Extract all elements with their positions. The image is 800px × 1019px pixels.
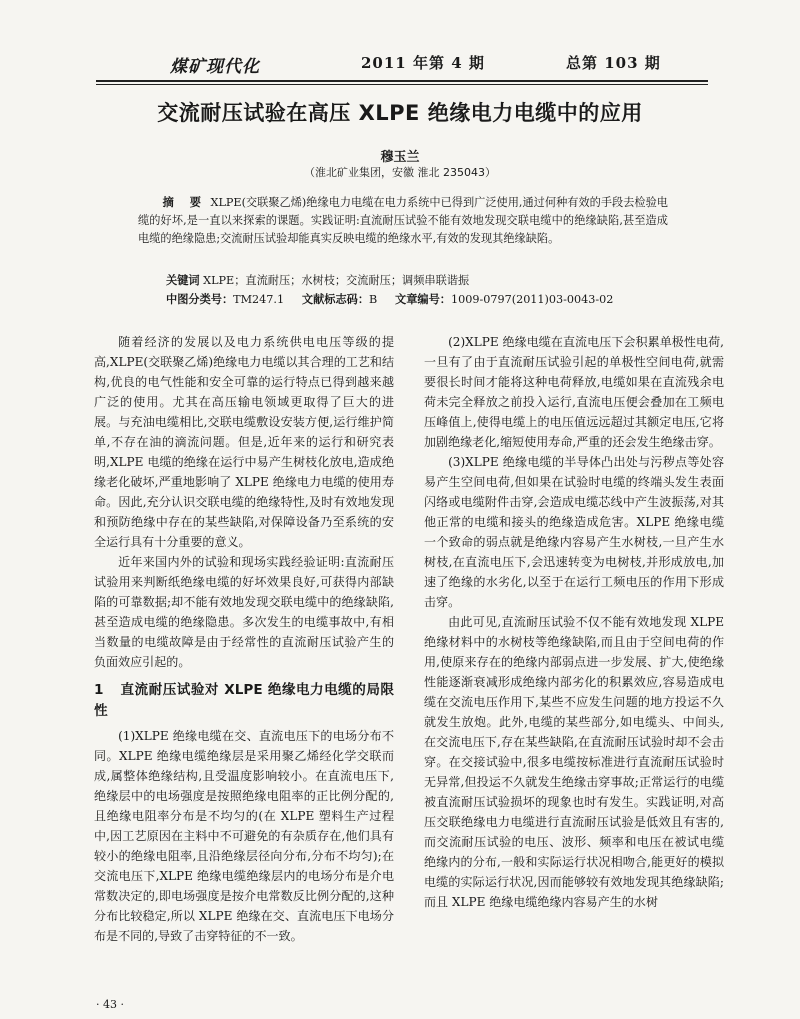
article-number-label: 文章编号： <box>395 293 451 306</box>
classification-line <box>166 291 613 307</box>
running-header <box>0 52 800 77</box>
abstract-label: 摘 要 <box>162 196 207 209</box>
header-rule <box>96 80 708 82</box>
author-name: 穆玉兰 <box>380 150 420 165</box>
article-number-value: 1009-0797(2011)03-0043-02 <box>450 293 614 306</box>
body-paragraph: 随着经济的发展以及电力系统供电电压等级的提高,XLPE(交联聚乙烯)绝缘电力电缆以其合理的工艺和结构,优良的电气性能和安全可靠的运行特点已得到越来越广泛的使用。尤其在高压输电领域更取得了巨大的进展。与充油电缆相比,交联电缆敷设安装方便,运行维护简单,不存在油的滴流问题。但是,近年来的运行和研究表明,XLPE 电缆的绝缘在运行中易产生树枝化放电,造成绝缘老化破坏,严重地影响了 XLPE 绝缘电力电缆的使用寿命。因此,充分认识交联电缆的绝缘特性,及时有效地发现和预防绝缘中存在的某些缺陷,对保障设备乃至系统的安全运行具有十分重要的意义。 <box>94 335 394 549</box>
doc-code-value: B <box>369 293 378 306</box>
header-rule-thin <box>96 84 708 85</box>
body-paragraph: (2)XLPE 绝缘电缆在直流电压下会积累单极性电荷,一旦有了由于直流耐压试验引起的单极性空间电荷,就需要很长时间才能将这种电荷释放,电缆如果在直流残余电荷未完全释放之前投入运行,直流电压便会叠加在工频电压峰值上,使得电缆上的电压值远远超过其额定电压,它将加剧绝缘老化,缩短使用寿命,严重的还会发生绝缘击穿。 <box>424 335 724 449</box>
author-affiliation: （淮北矿业集团，安徽 淮北 235043） <box>304 166 496 179</box>
abstract-text: XLPE(交联聚乙烯)绝缘电力电缆在电力系统中已得到广泛使用,通过何种有效的手段去检验电缆的好坏,是一直以来探索的课题。实践证明:直流耐压试验不能有效地发现交联电缆中的绝缘缺陷,甚至造成电缆的绝缘隐患;交流耐压试验却能真实反映电缆的绝缘水平,有效的发现其绝缘缺陷。 <box>138 196 668 245</box>
body-paragraph: 近年来国内外的试验和现场实践经验证明:直流耐压试验用来判断纸绝缘电缆的好坏效果良好,可获得内部缺陷的可靠数据;却不能有效地发现交联电缆中的绝缘缺陷,甚至造成电缆的绝缘隐患。多次发生的电缆事故中,有相当数量的电缆故障是由于经常性的直流耐压试验产生的负面效应引起的。 <box>94 555 394 669</box>
body-paragraph: (1)XLPE 绝缘电缆在交、直流电压下的电场分布不同。XLPE 绝缘电缆绝缘层是采用聚乙烯经化学交联而成,属整体绝缘结构,且受温度影响较小。在直流电压下,绝缘层中的电场强度是按照绝缘电阻率的正比例分配的,且绝缘电阻率分布是不均匀的(在 XLPE 塑料生产过程中,因工艺原因在主料中不可避免的有杂质存在,他们具有较小的绝缘电阻率,且沿绝缘层径向分布,分布不均匀);在交流电压下,XLPE 绝缘电缆绝缘层内的电场分布是介电常数决定的,即电场强度是按介电常数反比例分配的,这种分布比较稳定,所以 XLPE 绝缘在交、直流电压下电场分布是不同的,导致了击穿特征的不一致。 <box>94 729 394 943</box>
keywords-label: 关键词 <box>166 274 200 287</box>
body-paragraph: (3)XLPE 绝缘电缆的半导体凸出处与污秽点等处容易产生空间电荷,但如果在试验时电缆的终端头发生表面闪络或电缆附件击穿,会造成电缆芯线中产生波振荡,对其他正常的电缆和接头的绝缘造成危害。XLPE 绝缘电缆一个致命的弱点就是绝缘内容易产生水树枝,一旦产生水树枝,在直流电压下,会迅速转变为电树枝,并形成放电,加速了绝缘的水劣化,以至于在运行工频电压的作用下形成击穿。 <box>424 455 724 609</box>
keywords-text: XLPE；直流耐压；水树枝；交流耐压；调频串联谐振 <box>203 274 470 287</box>
right-column <box>424 332 724 912</box>
clc-label: 中图分类号： <box>166 293 234 306</box>
abstract <box>138 194 668 248</box>
journal-name: 煤矿现代化 <box>170 57 260 77</box>
doc-code-label: 文献标志码： <box>301 293 370 306</box>
page-number: · 43 · <box>96 998 124 1011</box>
clc-value: TM247.1 <box>233 293 285 306</box>
total-issue-label: 总第 103 期 <box>566 54 661 72</box>
article-title: 交流耐压试验在高压 XLPE 绝缘电力电缆中的应用 <box>157 101 643 125</box>
left-column <box>94 332 394 946</box>
section-title: 直流耐压试验对 XLPE 绝缘电力电缆的局限性 <box>94 682 394 719</box>
keywords <box>166 272 469 288</box>
issue-label: 2011 年第 4 期 <box>361 54 485 72</box>
section-number: 1 <box>94 682 104 698</box>
body-paragraph: 由此可见,直流耐压试验不仅不能有效地发现 XLPE 绝缘材料中的水树枝等绝缘缺陷,而且由于空间电荷的作用,使原来存在的绝缘内部弱点进一步发展、扩大,使绝缘性能逐渐衰减形成绝缘内部劣化的积累效应,容易造成电缆在交流电压作用下,某些不应发生问题的地方投运不久就发生放炮。此外,电缆的某些部分,如电缆头、中间头,在交流电压下,存在某些缺陷,在直流耐压试验时却不会击穿。在交接试验中,很多电缆按标准进行直流耐压试验时无异常,但投运不久就发生绝缘击穿事故;正常运行的电缆被直流耐压试验损坏的现象也时有发生。实践证明,对高压交联绝缘电力电缆进行直流耐压试验是低效且有害的,而交流耐压试验的电压、波形、频率和电压在被试电缆绝缘内的分布,一般和实际运行状况相吻合,能更好的模拟电缆的实际运行状况,因而能够较有效地发现其绝缘缺陷;而且 XLPE 绝缘电缆绝缘内容易产生的水树 <box>424 615 724 909</box>
section-heading <box>94 680 394 722</box>
